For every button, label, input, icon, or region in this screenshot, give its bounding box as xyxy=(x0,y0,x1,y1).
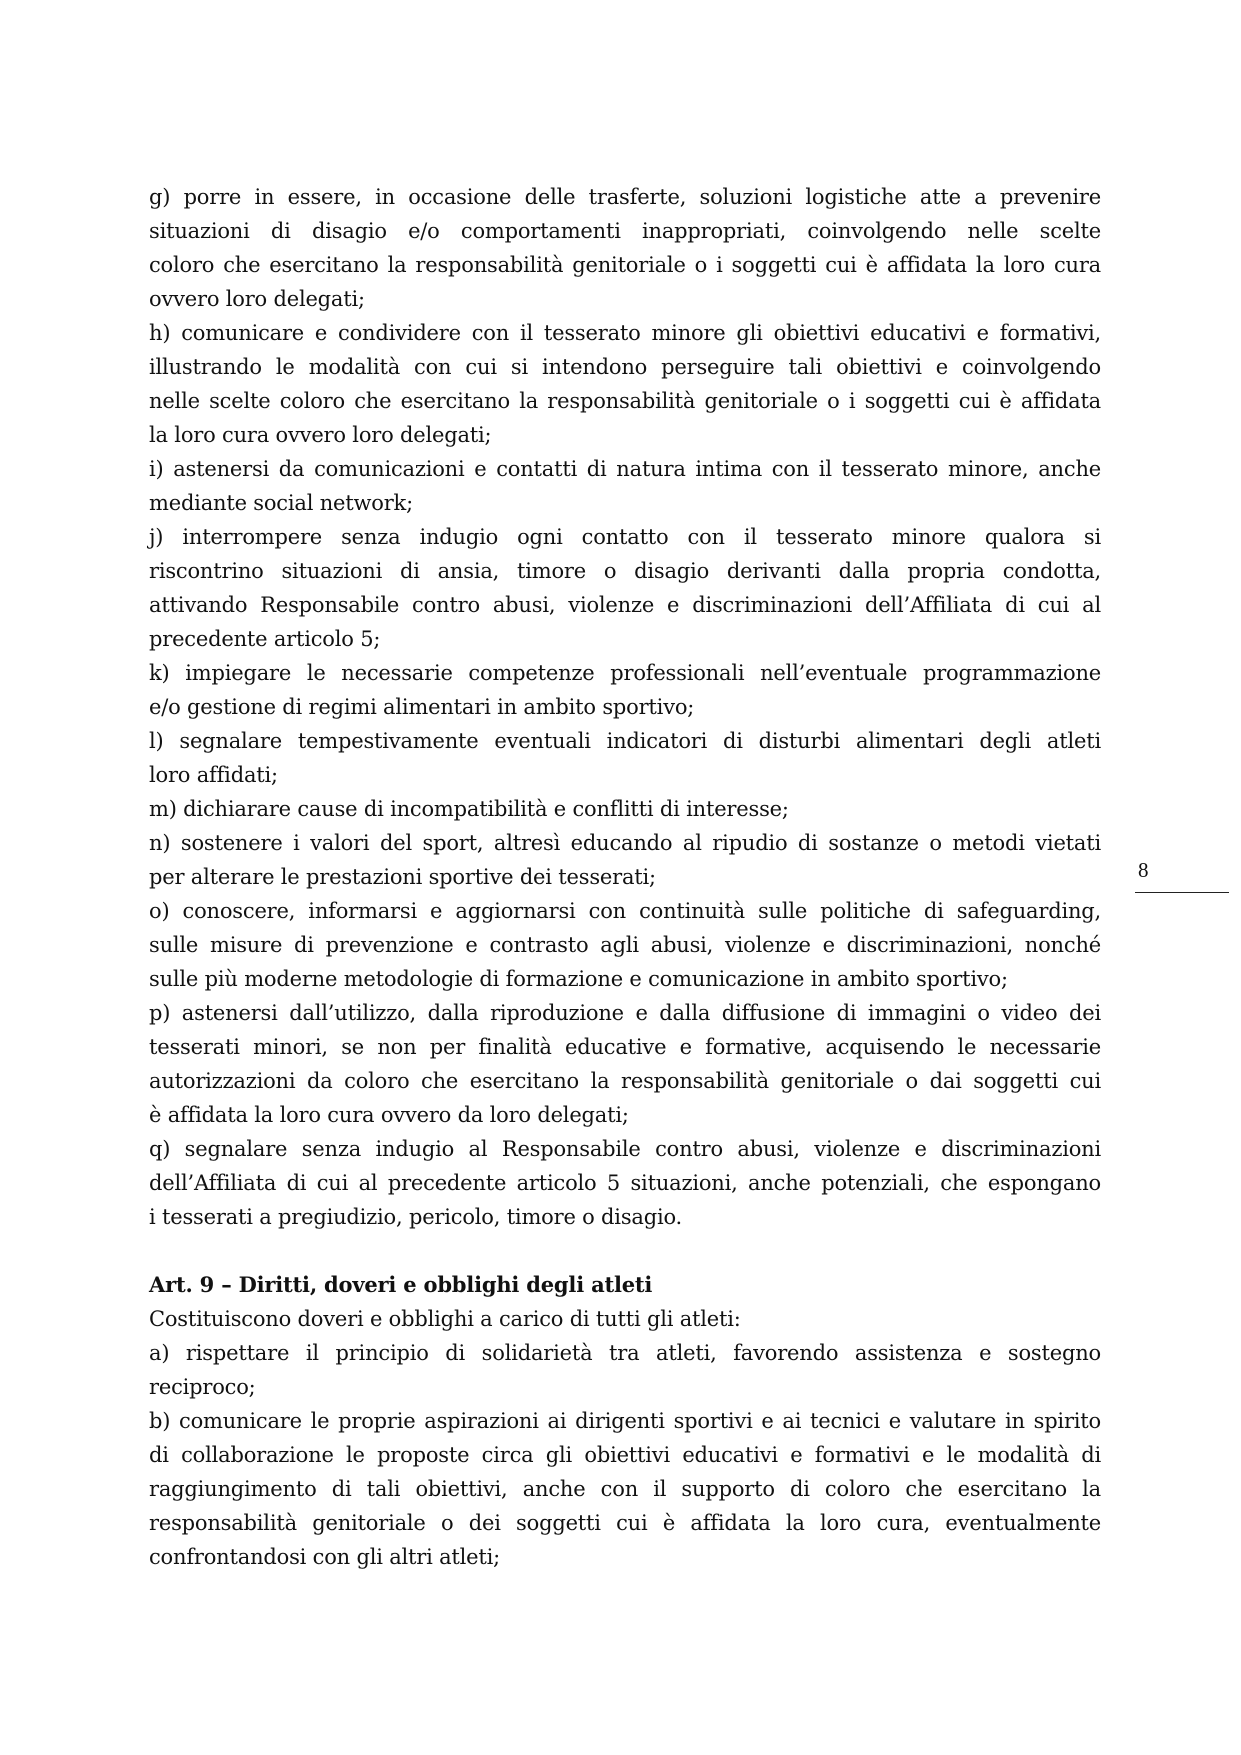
text-line: a) rispettare il principio di solidarietà tra atleti, favorendo assistenza e sostegno xyxy=(149,1341,1101,1365)
text-line: precedente articolo 5; xyxy=(149,627,381,651)
text-line: situazioni di disagio e/o comportamenti inappropriati, coinvolgendo nelle scelte xyxy=(149,219,1101,243)
section-heading xyxy=(149,1268,1101,1302)
text-line: e/o gestione di regimi alimentari in ambito sportivo; xyxy=(149,695,695,719)
text-line: sulle misure di prevenzione e contrasto agli abusi, violenze e discriminazioni, nonché xyxy=(149,933,1101,957)
list-item xyxy=(149,1404,1101,1574)
list-item xyxy=(149,792,1101,826)
text-line: m) dichiarare cause di incompatibilità e conflitti di interesse; xyxy=(149,797,789,821)
text-line: h) comunicare e condividere con il tesserato minore gli obiettivi educativi e formativi, xyxy=(149,321,1101,345)
list-item xyxy=(149,996,1101,1132)
list-item xyxy=(149,452,1101,520)
list-item xyxy=(149,656,1101,724)
text-line: j) interrompere senza indugio ogni contatto con il tesserato minore qualora si xyxy=(149,525,1101,549)
intro-paragraph xyxy=(149,1302,1101,1336)
text-line: responsabilità genitoriale o dei soggetti cui è affidata la loro cura, eventualmente xyxy=(149,1511,1101,1535)
text-line: k) impiegare le necessarie competenze professionali nell’eventuale programmazione xyxy=(149,661,1101,685)
text-line: ovvero loro delegati; xyxy=(149,287,365,311)
text-line: la loro cura ovvero loro delegati; xyxy=(149,423,492,447)
list-item xyxy=(149,520,1101,656)
list-item xyxy=(149,894,1101,996)
list-item xyxy=(149,1336,1101,1404)
text-line: l) segnalare tempestivamente eventuali indicatori di disturbi alimentari degli atleti xyxy=(149,729,1101,753)
page-number-rule xyxy=(1135,892,1229,893)
text-line: p) astenersi dall’utilizzo, dalla riproduzione e dalla diffusione di immagini o video dei xyxy=(149,1001,1101,1025)
text-line: mediante social network; xyxy=(149,491,413,515)
text-line: raggiungimento di tali obiettivi, anche con il supporto di coloro che esercitano la xyxy=(149,1477,1101,1501)
text-line: i tesserati a pregiudizio, pericolo, timore o disagio. xyxy=(149,1205,683,1229)
page-number: 8 xyxy=(1138,858,1149,882)
text-line: sulle più moderne metodologie di formazione e comunicazione in ambito sportivo; xyxy=(149,967,1008,991)
paragraph-spacer xyxy=(149,1234,1101,1268)
list-item xyxy=(149,180,1101,316)
list-item xyxy=(149,1132,1101,1234)
list-item xyxy=(149,724,1101,792)
text-line: nelle scelte coloro che esercitano la responsabilità genitoriale o i soggetti cui è affidata xyxy=(149,389,1101,413)
text-line: dell’Affiliata di cui al precedente articolo 5 situazioni, anche potenziali, che espongano xyxy=(149,1171,1101,1195)
text-line: è affidata la loro cura ovvero da loro delegati; xyxy=(149,1103,629,1127)
text-line: coloro che esercitano la responsabilità genitoriale o i soggetti cui è affidata la loro cura xyxy=(149,253,1101,277)
text-line: di collaborazione le proposte circa gli obiettivi educativi e formativi e le modalità di xyxy=(149,1443,1101,1467)
text-line: riscontrino situazioni di ansia, timore o disagio derivanti dalla propria condotta, xyxy=(149,559,1101,583)
list-item xyxy=(149,316,1101,452)
text-line: confrontandosi con gli altri atleti; xyxy=(149,1545,501,1569)
list-item xyxy=(149,826,1101,894)
text-line: i) astenersi da comunicazioni e contatti di natura intima con il tesserato minore, anche xyxy=(149,457,1101,481)
text-line: tesserati minori, se non per finalità educative e formative, acquisendo le necessarie xyxy=(149,1035,1101,1059)
text-line: g) porre in essere, in occasione delle trasferte, soluzioni logistiche atte a prevenire xyxy=(149,185,1101,209)
text-line: b) comunicare le proprie aspirazioni ai dirigenti sportivi e ai tecnici e valutare in spirito xyxy=(149,1409,1101,1433)
text-line: o) conoscere, informarsi e aggiornarsi con continuità sulle politiche di safeguarding, xyxy=(149,899,1101,923)
text-line: q) segnalare senza indugio al Responsabile contro abusi, violenze e discriminazioni xyxy=(149,1137,1101,1161)
text-line: attivando Responsabile contro abusi, violenze e discriminazioni dell’Affiliata di cui al xyxy=(149,593,1101,617)
text-line: illustrando le modalità con cui si intendono perseguire tali obiettivi e coinvolgendo xyxy=(149,355,1101,379)
text-line: per alterare le prestazioni sportive dei tesserati; xyxy=(149,865,656,889)
text-line: n) sostenere i valori del sport, altresì educando al ripudio di sostanze o metodi vietati xyxy=(149,831,1101,855)
text-line: Costituiscono doveri e obblighi a carico di tutti gli atleti: xyxy=(149,1307,741,1331)
document-body xyxy=(149,180,1101,1574)
text-line: Art. 9 – Diritti, doveri e obblighi degli atleti xyxy=(149,1272,653,1297)
text-line: reciproco; xyxy=(149,1375,256,1399)
text-line: loro affidati; xyxy=(149,763,278,787)
text-line: autorizzazioni da coloro che esercitano la responsabilità genitoriale o dai soggetti cui xyxy=(149,1069,1101,1093)
